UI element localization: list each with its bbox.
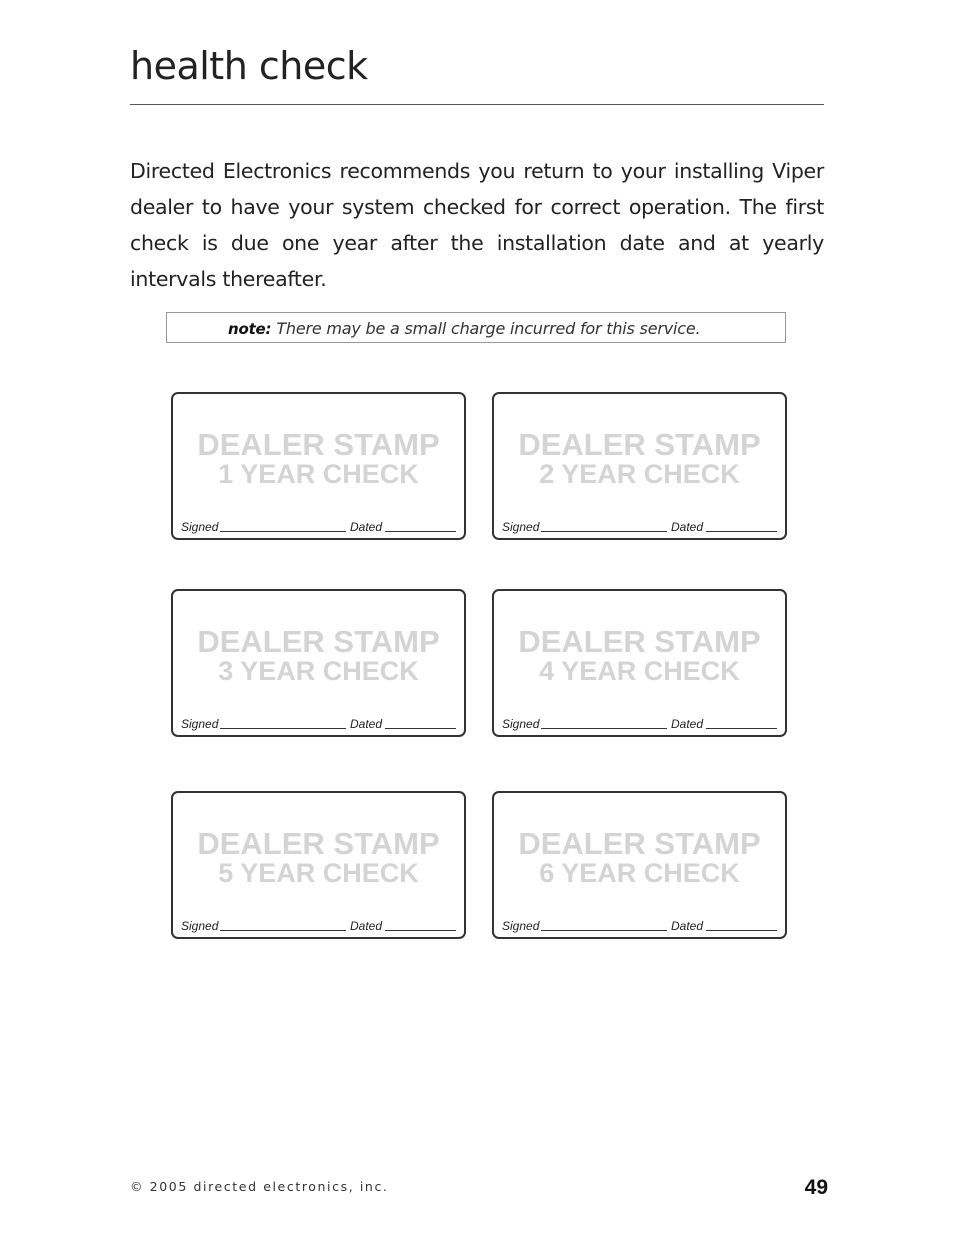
intro-paragraph: Directed Electronics recommends you return to your installing Viper dealer to have your system checked for correct operation. The first check is due one year after the installation date and at yearly intervals thereafter. (130, 159, 824, 291)
note-text: There may be a small charge incurred for this service. (276, 319, 701, 338)
dealer-stamp-box-2 (492, 392, 787, 540)
dated-line[interactable] (706, 728, 777, 729)
signed-line[interactable] (541, 930, 667, 931)
stamp-heading: DEALER STAMP (518, 624, 761, 659)
signature-row (181, 520, 456, 534)
signed-label: Signed (181, 520, 219, 534)
dated-line[interactable] (385, 531, 456, 532)
dated-label: Dated (350, 520, 383, 534)
stamp-year-label: 1 YEAR CHECK (218, 459, 419, 489)
dated-line[interactable] (385, 728, 456, 729)
title-row (130, 43, 824, 105)
dealer-stamp-box-6 (492, 791, 787, 939)
stamp-year-label: 4 YEAR CHECK (539, 656, 740, 686)
dated-label: Dated (350, 919, 383, 933)
dated-line[interactable] (706, 930, 777, 931)
signature-row (502, 919, 777, 933)
stamp-year-label: 3 YEAR CHECK (218, 656, 419, 686)
stamp-heading: DEALER STAMP (197, 624, 440, 659)
signed-label: Signed (502, 520, 540, 534)
stamp-heading: DEALER STAMP (518, 826, 761, 861)
signed-line[interactable] (220, 728, 346, 729)
page-title: health check (130, 47, 372, 85)
signature-row (502, 520, 777, 534)
note-box (166, 312, 786, 343)
dealer-stamp-box-4 (492, 589, 787, 737)
note-text-wrapper (228, 319, 700, 338)
signature-row (181, 717, 456, 731)
stamp-year-label: 2 YEAR CHECK (539, 459, 740, 489)
dated-label: Dated (350, 717, 383, 731)
signature-row (502, 717, 777, 731)
signed-line[interactable] (220, 930, 346, 931)
signed-line[interactable] (220, 531, 346, 532)
signed-label: Signed (181, 919, 219, 933)
dealer-stamp-box-1 (171, 392, 466, 540)
signed-label: Signed (502, 919, 540, 933)
signed-line[interactable] (541, 728, 667, 729)
note-label: note: (228, 320, 272, 338)
stamp-year-label: 5 YEAR CHECK (218, 858, 419, 888)
stamp-heading: DEALER STAMP (518, 427, 761, 462)
signature-row (181, 919, 456, 933)
stamp-year-label: 6 YEAR CHECK (539, 858, 740, 888)
stamp-heading: DEALER STAMP (197, 826, 440, 861)
dated-line[interactable] (706, 531, 777, 532)
dealer-stamp-box-5 (171, 791, 466, 939)
dated-label: Dated (671, 717, 704, 731)
copyright-notice: © 2005 directed electronics, inc. (130, 1179, 389, 1194)
signed-line[interactable] (541, 531, 667, 532)
dated-label: Dated (671, 520, 704, 534)
page-number: 49 (804, 1176, 828, 1199)
dated-line[interactable] (385, 930, 456, 931)
stamp-heading: DEALER STAMP (197, 427, 440, 462)
signed-label: Signed (181, 717, 219, 731)
dealer-stamp-box-3 (171, 589, 466, 737)
signed-label: Signed (502, 717, 540, 731)
dated-label: Dated (671, 919, 704, 933)
